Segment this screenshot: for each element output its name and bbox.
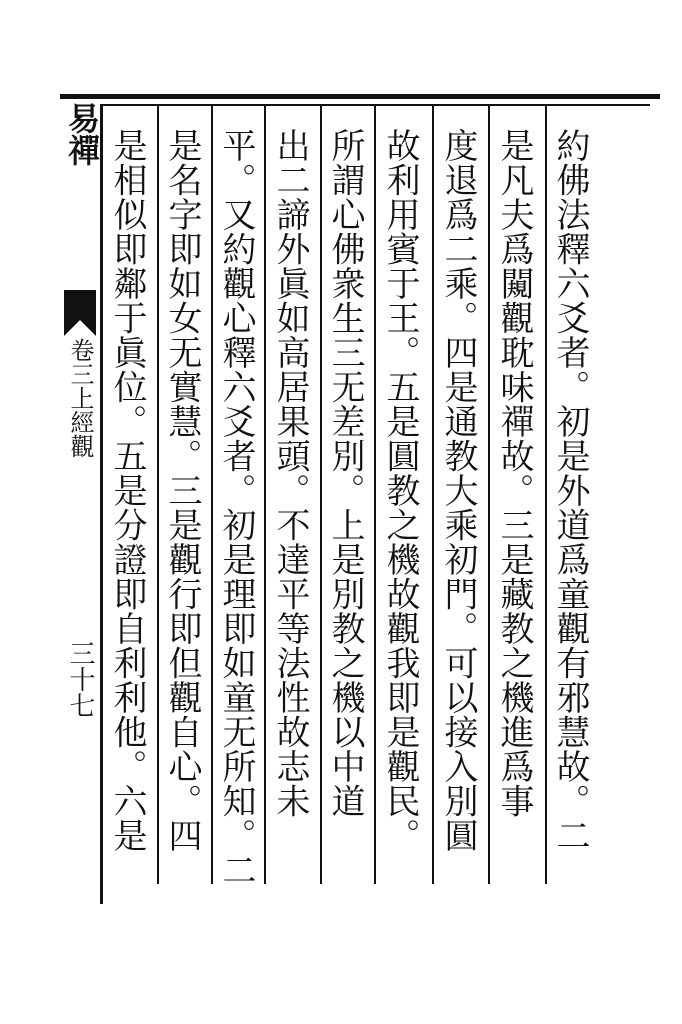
margin-folio: 三十七 bbox=[65, 640, 95, 718]
text-column-3: 度退爲二乘。四是通教大乘初門。可以接入別圓 bbox=[438, 128, 478, 853]
column-divider bbox=[211, 104, 213, 884]
column-divider bbox=[488, 104, 490, 884]
text-column-1: 約佛法釋六爻者。初是外道爲童觀有邪慧故。二 bbox=[550, 128, 590, 853]
text-column-4: 故利用賓于王。五是圓教之機故觀我即是觀民。 bbox=[380, 128, 420, 853]
column-divider bbox=[264, 104, 266, 884]
column-divider bbox=[374, 104, 376, 884]
column-divider bbox=[157, 104, 159, 884]
column-divider bbox=[100, 104, 103, 904]
text-column-7: 平。又約觀心釋六爻者。初是理即如童无所知。二 bbox=[216, 128, 256, 887]
column-divider bbox=[432, 104, 434, 884]
text-column-8: 是名字即如女无實慧。三是觀行即但觀自心。四 bbox=[162, 128, 202, 853]
text-column-2: 是凡夫爲闚觀耽味禪故。三是藏教之機進爲事 bbox=[494, 128, 534, 818]
fishtail-mark-icon bbox=[64, 290, 96, 336]
text-column-9: 是相似即鄰于眞位。五是分證即自利利他。六是 bbox=[107, 128, 147, 853]
top-frame-line bbox=[60, 94, 660, 99]
margin-juan: 卷三上經觀 bbox=[66, 338, 94, 458]
text-column-5: 所謂心佛衆生三无差別。上是別教之機以中道 bbox=[325, 128, 365, 818]
column-divider bbox=[545, 104, 547, 884]
margin-title: 易禪 bbox=[63, 102, 101, 166]
column-divider bbox=[320, 104, 322, 884]
text-column-6: 出二諦外眞如高居果頭。不達平等法性故志未 bbox=[270, 128, 310, 818]
